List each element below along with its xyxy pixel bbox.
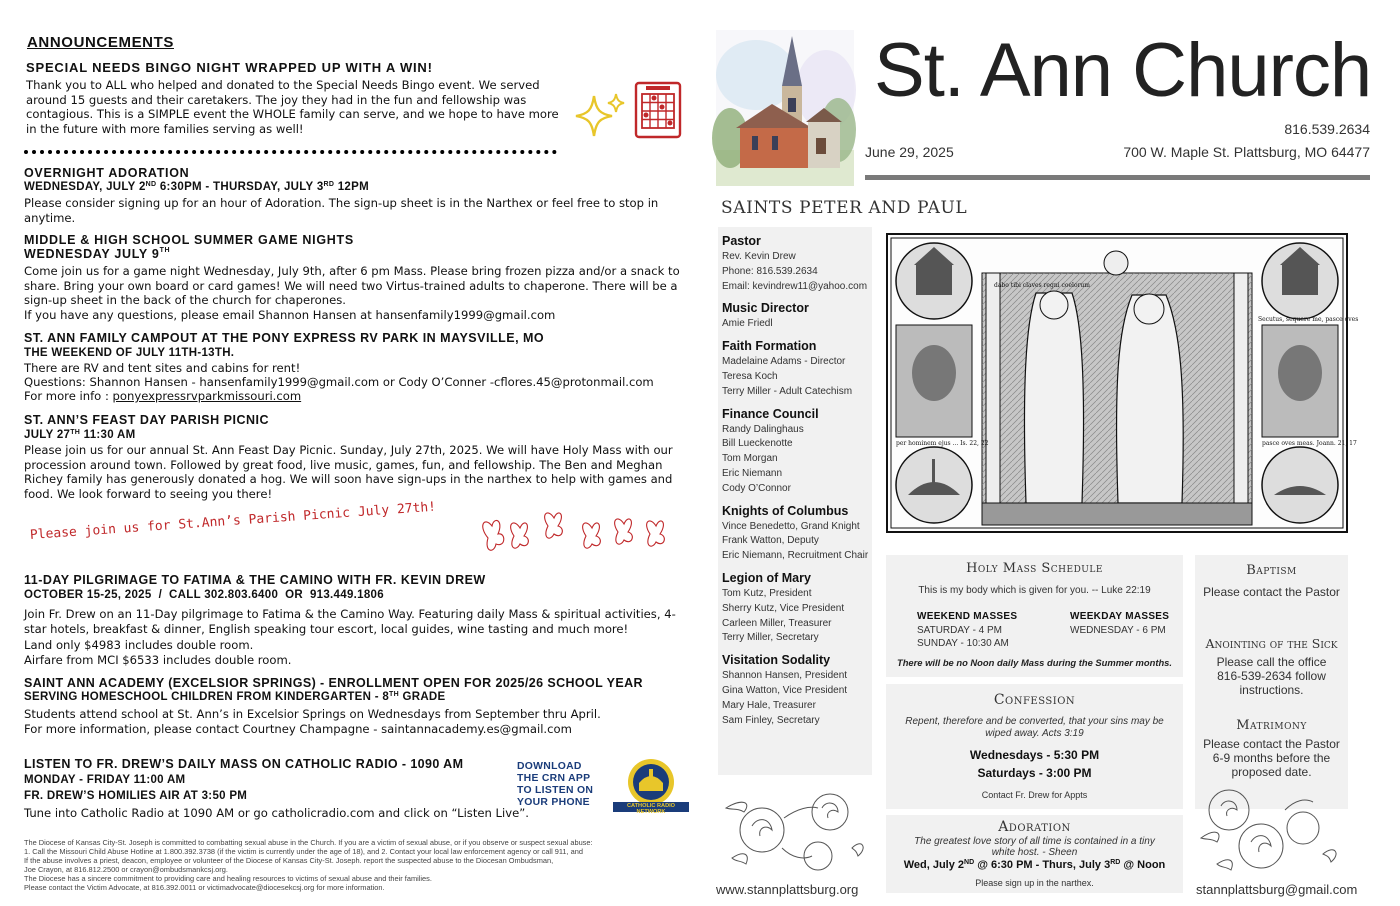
baptism-title: Baptism xyxy=(1246,563,1297,578)
staff-group xyxy=(722,233,872,294)
staff-group xyxy=(722,570,872,646)
butterflies-icon xyxy=(478,508,674,560)
picnic-subtitle: JULY 27TH 11:30 AM xyxy=(24,429,136,441)
weekday-masses-title: WEEKDAY MASSES xyxy=(1070,611,1170,622)
staff-group-title: Visitation Sodality xyxy=(722,653,831,668)
staff-member-line: Sherry Kutz, Vice President xyxy=(722,602,845,614)
crn-logo xyxy=(613,757,689,813)
staff-member-line: Eric Niemann xyxy=(722,467,783,479)
staff-member-line: Vince Benedetto, Grand Knight xyxy=(722,520,860,532)
sparkle-icon xyxy=(572,92,628,140)
announcements-heading: ANNOUNCEMENTS xyxy=(27,34,174,51)
rose-illustration-right xyxy=(1197,780,1343,878)
feast-title: SAINTS PETER AND PAUL xyxy=(721,198,968,218)
weekend-masses-title: WEEKEND MASSES xyxy=(917,611,1018,622)
confession-title: Confession xyxy=(993,692,1076,708)
rose-illustration-left xyxy=(722,778,868,876)
staff-member-line: Tom Kutz, President xyxy=(722,587,812,599)
staff-member-line: Tom Morgan xyxy=(722,453,778,465)
engraving-caption-2: Secutus, sequere me, pasce oves xyxy=(1258,316,1359,323)
section-divider xyxy=(24,150,557,154)
staff-group-title: Legion of Mary xyxy=(722,570,811,585)
campout-link[interactable]: ponyexpressrvparkmissouri.com xyxy=(112,389,302,403)
campout-line2: Questions: Shannon Hansen - hansenfamily1999@gmail.com or Cody O’Conner -cflores.45@protonmail.com xyxy=(24,375,654,389)
matrimony-body: Please contact the Pastor 6-9 months before the proposed date. xyxy=(1203,737,1340,780)
mass-schedule-title: Holy Mass Schedule xyxy=(966,561,1103,576)
staff-group-title: Knights of Columbus xyxy=(722,503,849,518)
anointing-body: Please call the office 816-539-2634 follow instructions. xyxy=(1216,655,1327,698)
radio-body: Tune into Catholic Radio at 1090 AM or go catholicradio.com and click on “Listen Live”. xyxy=(24,806,529,820)
staff-member-line: Randy Dalinghaus xyxy=(722,423,804,435)
radio-title: LISTEN TO FR. DREW’S DAILY MASS ON CATHOLIC RADIO - 1090 AM xyxy=(24,757,464,771)
campout-line1: There are RV and tent sites and cabins for rent! xyxy=(24,361,301,375)
staff-member-line: Bill Lueckenotte xyxy=(722,438,793,450)
picnic-title: ST. ANN’S FEAST DAY PARISH PICNIC xyxy=(24,413,270,427)
bingo-body: Thank you to ALL who helped and donated to the Special Needs Bingo event. We served around 15 guests and their caretakers. The joy they had in the fun and fellowship was contagious. This is a SIMPLE event the WHOLE family can serve, and we hope to have more in the future with more families serving as well! xyxy=(26,78,559,136)
staff-member-line: Gina Watton, Vice President xyxy=(722,684,848,696)
campout-title: ST. ANN FAMILY CAMPOUT AT THE PONY EXPRESS RV PARK IN MAYSVILLE, MO xyxy=(24,331,545,345)
game-nights-subtitle: WEDNESDAY JULY 9TH xyxy=(24,247,171,261)
website-link[interactable]: www.stannplattsburg.org xyxy=(716,882,859,897)
picnic-banner: Please join us for St.Ann’s Parish Picnic July 27th! xyxy=(29,499,437,543)
diocese-notice: The Diocese of Kansas City-St. Joseph is committed to combatting sexual abuse in the Church. If you are a victim of sexual abuse, or if you observe or suspect sexual abuse: 1. Call the Missouri Child Abuse Hotline at 1.800.392.3738 (if the victim is currently under the age of 18), and 2. Contact your local law enforcement agency or call 911, and If the abuse involves a priest, deacon, employee or volunteer of the Diocese of Kansas City-St. Joseph. report the suspected abuse to the Diocesan Ombudsman, Joe Crayon, at 816.812.2500 or crayon@ombudsmankcsj.org. The Diocese has a sincere commitment to providing care and healing resources to victims of sexual abuse and their families. Please contact the Victim Advocate, at 816.392.0011 or victimadvocate@diocesekcsj.org for more information. xyxy=(24,838,593,892)
adoration-box-quote: The greatest love story of all time is contained in a tiny white host. - Sheen xyxy=(914,836,1155,858)
staff-group xyxy=(722,652,872,728)
campout-line3: For more info : ponyexpressrvparkmissouri.com xyxy=(24,389,302,403)
campout-subtitle: THE WEEKEND OF JULY 11TH-13TH. xyxy=(24,347,235,359)
church-title: St. Ann Church xyxy=(874,28,1372,113)
academy-line2: For more information, please contact Courtney Champagne - saintannacademy.es@gmail.com xyxy=(24,722,572,736)
confession-box xyxy=(886,684,1183,809)
staff-member-line: Madelaine Adams - Director xyxy=(722,356,846,368)
staff-member-line: Sam Finley, Secretary xyxy=(722,714,820,726)
crn-logo-text: CATHOLIC RADIO NETWORK xyxy=(626,803,676,815)
staff-group-title: Music Director xyxy=(722,301,809,316)
game-nights-body: Come join us for a game night Wednesday, July 9th, after 6 pm Mass. Please bring frozen pizza and/or a snack to share. Bring your own board or card games! We will need two Virtus-trained adults to chaperone. There will be a sign-up sheet in the back of the church for chaperones. xyxy=(24,264,680,308)
confession-quote: Repent, therefore and be converted, that your sins may be wiped away. Acts 3:19 xyxy=(905,716,1164,739)
header-rule xyxy=(865,175,1370,180)
staff-member-line: Terry Miller, Secretary xyxy=(722,632,819,644)
matrimony-title: Matrimony xyxy=(1236,718,1307,733)
bingo-title: SPECIAL NEEDS BINGO NIGHT WRAPPED UP WITH A WIN! xyxy=(26,60,433,75)
radio-sub2: FR. DREW’S HOMILIES AIR AT 3:50 PM xyxy=(24,790,248,802)
anointing-title: Anointing of the Sick xyxy=(1205,636,1338,651)
adoration-body: Please consider signing up for an hour of Adoration. The sign-up sheet is in the Narthex or feel free to stop in anytime. xyxy=(24,196,659,225)
academy-title: SAINT ANN ACADEMY (EXCELSIOR SPRINGS) - ENROLLMENT OPEN FOR 2025/26 SCHOOL YEAR xyxy=(24,676,643,690)
staff-member-line: Teresa Koch xyxy=(722,370,778,382)
adoration-subtitle: WEDNESDAY, JULY 2ND 6:30PM - THURSDAY, JULY 3RD 12PM xyxy=(24,181,369,193)
staff-member-line: Cody O’Connor xyxy=(722,482,791,494)
saints-engraving-image xyxy=(886,233,1359,533)
staff-group xyxy=(722,300,872,332)
baptism-body: Please contact the Pastor xyxy=(1203,585,1340,599)
engraving-caption-3: per hominem ejus ... Is. 22, 22 xyxy=(896,440,989,447)
email-link[interactable]: stannplattsburg@gmail.com xyxy=(1196,882,1358,897)
crn-app-callout: DOWNLOAD THE CRN APP TO LISTEN ON YOUR PHONE xyxy=(517,761,594,808)
staff-group xyxy=(722,503,872,564)
engraving-caption-1: dabo tibi claves regni coelorum xyxy=(994,282,1090,289)
engraving-caption-4: pasce oves meas. Joann. 21, 17 xyxy=(1262,440,1357,447)
weekday-masses-list: WEDNESDAY - 6 PM xyxy=(1070,625,1166,636)
staff-member-line: Mary Hale, Treasurer xyxy=(722,699,816,711)
picnic-body: Please join us for our annual St. Ann Feast Day Picnic. Sunday, July 27th, 2025. We will have Holy Mass with our procession around town. Followed by great food, live music, games, fun, and fellowship. The Ben and Meghan Richey family has generously donated a hog. We will soon have sign-ups in the narthex to help with games and food. We look forward to seeing you there! xyxy=(24,443,673,501)
adoration-box-note: Please sign up in the narthex. xyxy=(975,878,1094,888)
staff-member-line: Amie Friedl xyxy=(722,318,773,330)
staff-member-line: Email: kevindrew11@yahoo.com xyxy=(722,280,868,292)
pilgrimage-title: 11-DAY PILGRIMAGE TO FATIMA & THE CAMINO WITH FR. KEVIN DREW xyxy=(24,573,486,587)
staff-member-line: Terry Miller - Adult Catechism xyxy=(722,385,853,397)
mass-schedule-box xyxy=(886,555,1183,677)
adoration-box-times: Wed, July 2ND @ 6:30 PM - Thurs, July 3RD @ Noon xyxy=(903,859,1166,871)
game-nights-contact: If you have any questions, please email Shannon Hansen at hansenfamily1999@gmail.com xyxy=(24,308,556,322)
bulletin-date: June 29, 2025 xyxy=(865,144,954,160)
pilgrimage-air: Airfare from MCI $6533 includes double room. xyxy=(24,653,292,667)
header-phone: 816.539.2634 xyxy=(1284,121,1370,137)
confession-note: Contact Fr. Drew for Appts xyxy=(981,790,1088,800)
staff-member-line: Phone: 816.539.2634 xyxy=(722,265,818,277)
sacraments-box xyxy=(1195,555,1348,809)
pilgrimage-body: Join Fr. Drew on an 11-Day pilgrimage to Fatima & the Camino Way. Featuring daily Mass & spiritual activities, 4-star hotels, breakfast & dinner, English speaking tour escort, local guides, wine tasting and much more! xyxy=(24,607,676,636)
staff-group-title: Finance Council xyxy=(722,406,819,421)
academy-line1: Students attend school at St. Ann’s in Excelsior Springs on Wednesdays from September thru April. xyxy=(24,707,601,721)
confession-wednesday: Wednesdays - 5:30 PM xyxy=(969,748,1100,762)
pilgrimage-land: Land only $4983 includes double room. xyxy=(24,638,254,652)
academy-subtitle: SERVING HOMESCHOOL CHILDREN FROM KINDERGARTEN - 8TH GRADE xyxy=(24,691,446,703)
adoration-box-title: Adoration xyxy=(998,819,1071,835)
game-nights-title: MIDDLE & HIGH SCHOOL SUMMER GAME NIGHTS xyxy=(24,233,354,247)
header-address: 700 W. Maple St. Plattsburg, MO 64477 xyxy=(1123,144,1370,160)
church-watercolor-image xyxy=(716,30,854,186)
staff-group-title: Faith Formation xyxy=(722,339,817,354)
staff-member-line: Frank Watton, Deputy xyxy=(722,535,819,547)
staff-group-title: Pastor xyxy=(722,234,761,248)
weekend-masses-list: SATURDAY - 4 PM SUNDAY - 10:30 AM xyxy=(917,625,1009,649)
mass-schedule-note: There will be no Noon daily Mass during the Summer months. xyxy=(896,657,1173,668)
staff-member-line: Carleen Miller, Treasurer xyxy=(722,617,832,629)
staff-group xyxy=(722,406,872,497)
staff-member-line: Rev. Kevin Drew xyxy=(722,251,796,262)
adoration-title: OVERNIGHT ADORATION xyxy=(24,166,190,180)
staff-member-line: Eric Niemann, Recruitment Chair xyxy=(722,550,869,562)
pilgrimage-subtitle: OCTOBER 15-25, 2025 / CALL 302.803.6400 OR 913.449.1806 xyxy=(24,589,384,601)
radio-sub1: MONDAY - FRIDAY 11:00 AM xyxy=(24,774,186,786)
bingo-card-icon xyxy=(632,80,686,140)
staff-group xyxy=(722,338,872,399)
staff-member-line: Shannon Hansen, President xyxy=(722,670,848,682)
adoration-box xyxy=(886,815,1183,893)
staff-directory xyxy=(718,227,872,775)
mass-schedule-quote: This is my body which is given for you. -- Luke 22:19 xyxy=(918,585,1151,596)
confession-saturday: Saturdays - 3:00 PM xyxy=(977,766,1092,780)
